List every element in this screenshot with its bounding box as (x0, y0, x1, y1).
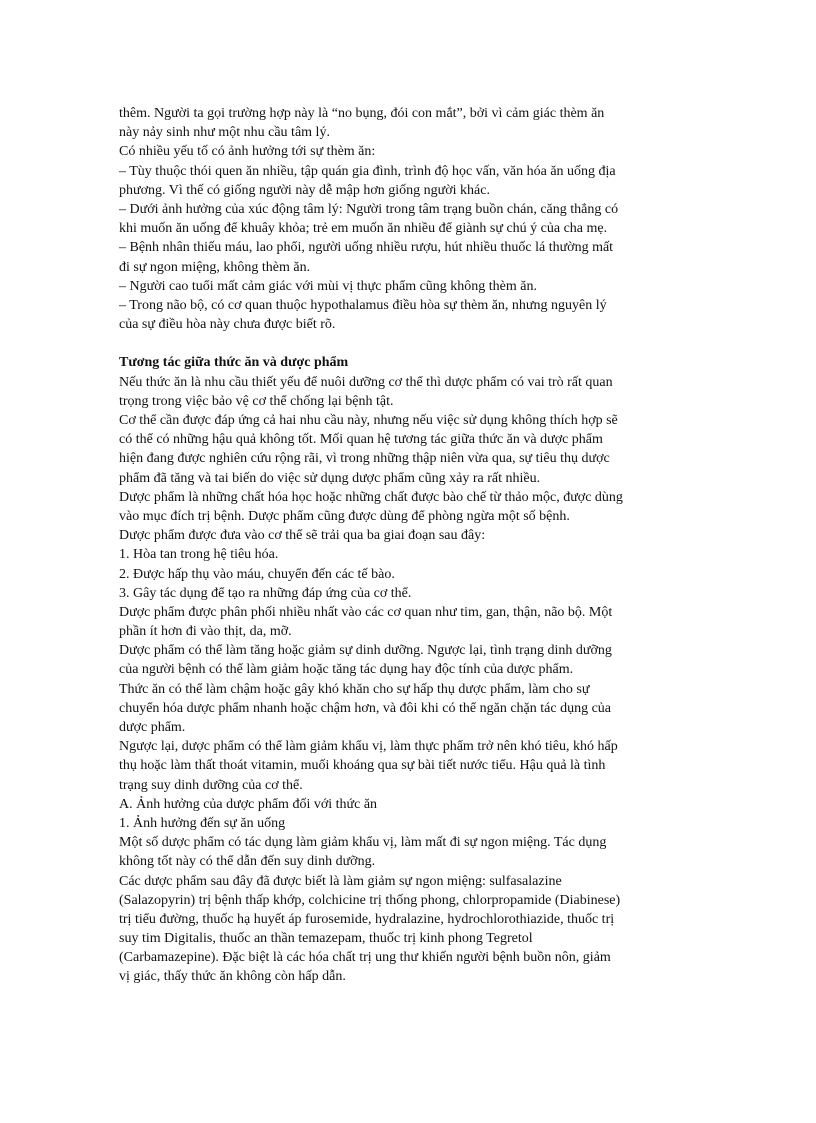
text-line: suy tim Digitalis, thuốc an thần temazepam, thuốc trị kinh phong Tegretol (119, 931, 533, 947)
text-line: trị tiểu đường, thuốc hạ huyết áp furosemide, hydralazine, hydrochlorothiazide, thuốc trị (119, 911, 615, 927)
paragraph-spacer (119, 334, 699, 353)
section-heading: Tương tác giữa thức ăn và dược phẩm (119, 355, 349, 371)
text-line: – Bệnh nhân thiếu máu, lao phổi, người uống nhiều rượu, hút nhiều thuốc lá thường mất (119, 240, 614, 256)
text-line: của sự điều hòa này chưa được biết rõ. (119, 317, 336, 333)
text-line: thêm. Người ta gọi trường hợp này là “no bụng, đói con mắt”, bởi vì cảm giác thèm ăn (119, 106, 605, 121)
text-line: đi sự ngon miệng, không thèm ăn. (119, 259, 311, 275)
text-line: – Tùy thuộc thói quen ăn nhiều, tập quán gia đình, trình độ học vấn, văn hóa ăn uống địa (119, 163, 616, 179)
text-line: không tốt này có thể dẫn đến suy dinh dưỡng. (119, 854, 376, 870)
text-line: vào mục đích trị bệnh. Dược phẩm cũng được dùng để phòng ngừa một số bệnh. (119, 508, 570, 524)
text-line: phần ít hơn đi vào thịt, da, mỡ. (119, 624, 292, 640)
text-line: khi muốn ăn uống để khuây khỏa; trẻ em muốn ăn nhiều để giành sự chú ý của cha mẹ. (119, 221, 608, 237)
text-line: vị giác, thấy thức ăn không còn hấp dẫn. (119, 969, 346, 985)
text-line: Dược phẩm được phân phối nhiều nhất vào các cơ quan như tim, gan, thận, não bộ. Một (119, 604, 613, 620)
text-line: Các dược phẩm sau đây đã được biết là làm giảm sự ngon miệng: sulfasalazine (119, 873, 562, 889)
text-line: của người bệnh có thể làm giảm hoặc tăng tác dụng hay độc tính của dược phẩm. (119, 662, 574, 678)
text-line: thụ hoặc làm thất thoát vitamin, muối khoáng qua sự bài tiết nước tiểu. Hậu quả là tình (119, 758, 606, 774)
text-line: chuyển hóa dược phẩm nhanh hoặc chậm hơn, và đôi khi có thể ngăn chặn tác dụng của (119, 700, 612, 716)
subsection-heading: A. Ảnh hưởng của dược phẩm đối với thức ăn (119, 796, 378, 812)
text-line: Có nhiều yếu tố có ảnh hưởng tới sự thèm ăn: (119, 144, 376, 160)
text-line: (Salazopyrin) trị bệnh thấp khớp, colchicine trị thống phong, chlorpropamide (Diabinese) (119, 892, 621, 908)
text-line: Dược phẩm có thể làm tăng hoặc giảm sự dinh dưỡng. Ngược lại, tình trạng dinh dưỡng (119, 643, 612, 659)
list-item: 3. Gây tác dụng để tạo ra những đáp ứng của cơ thể. (119, 585, 412, 601)
text-line: (Carbamazepine). Đặc biệt là các hóa chất trị ung thư khiến người bệnh buồn nôn, giảm (119, 950, 611, 966)
text-line: Dược phẩm là những chất hóa học hoặc những chất được bào chế từ thảo mộc, được dùng (119, 489, 623, 505)
text-line: phẩm đã tăng và tai biến do việc sử dụng dược phẩm cũng xảy ra rất nhiều. (119, 470, 541, 486)
text-line: Dược phẩm được đưa vào cơ thể sẽ trải qua ba giai đoạn sau đây: (119, 528, 486, 544)
text-line: trọng trong việc bảo vệ cơ thể chống lại bệnh tật. (119, 393, 394, 409)
paragraph-block-appetite (119, 104, 699, 334)
text-line: Nếu thức ăn là nhu cầu thiết yếu để nuôi dưỡng cơ thể thì dược phẩm có vai trò rất quan (119, 374, 613, 390)
text-line: Ngược lại, dược phẩm có thể làm giảm khẩu vị, làm thực phẩm trở nên khó tiêu, khó hấp (119, 739, 618, 755)
text-line: – Người cao tuổi mất cảm giác với mùi vị thực phẩm cũng không thèm ăn. (119, 278, 538, 294)
text-line: có thể có những hậu quả không tốt. Mối quan hệ tương tác giữa thức ăn và dược phẩm (119, 432, 603, 448)
text-line: này nảy sinh như một nhu cầu tâm lý. (119, 125, 330, 141)
text-line: Thức ăn có thể làm chậm hoặc gây khó khăn cho sự hấp thụ dược phẩm, làm cho sự (119, 681, 590, 697)
text-line: trạng suy dinh dưỡng của cơ thể. (119, 777, 303, 793)
list-item: 2. Được hấp thụ vào máu, chuyển đến các tế bào. (119, 566, 395, 582)
text-line: Cơ thể cần được đáp ứng cả hai nhu cầu này, nhưng nếu việc sử dụng không thích hợp sẽ (119, 413, 618, 428)
text-line: Một số dược phẩm có tác dụng làm giảm khẩu vị, làm mất đi sự ngon miệng. Tác dụng (119, 835, 607, 851)
text-line: – Dưới ảnh hưởng của xúc động tâm lý: Người trong tâm trạng buồn chán, căng thẳng có (119, 201, 619, 217)
text-line: hiện đang được nghiên cứu rộng rãi, vì trong những thập niên vừa qua, sự tiêu thụ dược (119, 451, 610, 467)
document-page (119, 104, 699, 987)
paragraph-block-interaction (119, 373, 699, 987)
text-line: dược phẩm. (119, 720, 186, 735)
text-line: – Trong não bộ, có cơ quan thuộc hypothalamus điều hòa sự thèm ăn, nhưng nguyên lý (119, 297, 607, 313)
subsection-heading: 1. Ảnh hưởng đến sự ăn uống (119, 815, 286, 831)
list-item: 1. Hòa tan trong hệ tiêu hóa. (119, 547, 279, 563)
text-line: phương. Vì thế có giống người này dễ mập hơn giống người khác. (119, 182, 490, 198)
